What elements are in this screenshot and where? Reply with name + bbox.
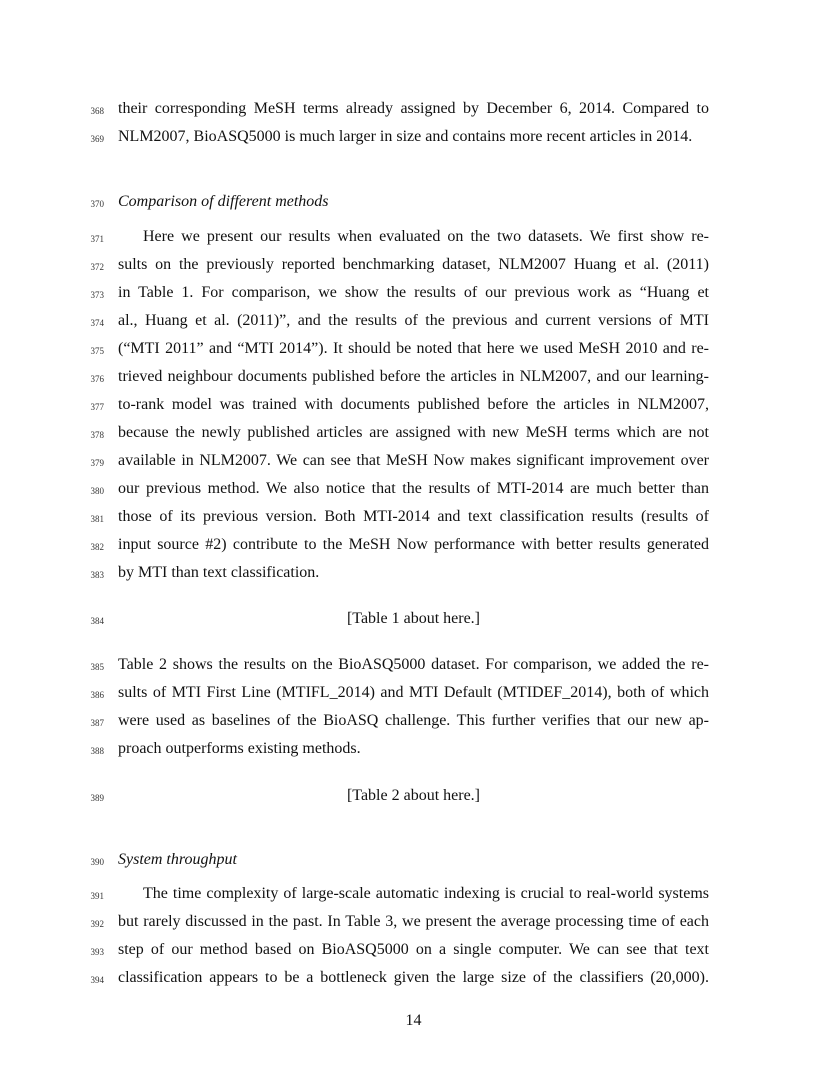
- line-number: 373: [90, 290, 104, 300]
- section-heading: System throughput: [118, 851, 237, 868]
- line-number: 383: [90, 570, 104, 580]
- line-text: Here we present our results when evaluated on the two datasets. We first show re-: [143, 228, 709, 245]
- line-number: 371: [90, 234, 104, 244]
- line-text: sults on the previously reported benchmarking dataset, NLM2007 Huang et al. (2011): [118, 256, 709, 273]
- text-line: [0, 655, 827, 683]
- line-text: step of our method based on BioASQ5000 on a single computer. We can see that text: [118, 941, 709, 958]
- line-text: our previous method. We also notice that the results of MTI-2014 are much better than: [118, 480, 709, 497]
- text-line: [0, 683, 827, 711]
- line-text: because the newly published articles are assigned with new MeSH terms which are not: [118, 424, 709, 441]
- line-text: (“MTI 2011” and “MTI 2014”). It should be noted that here we used MeSH 2010 and re-: [118, 340, 709, 357]
- page-number: 14: [405, 1012, 422, 1029]
- line-text: to-rank model was trained with documents published before the articles in NLM2007,: [118, 396, 709, 413]
- table-placeholder-line: [0, 786, 827, 814]
- line-number: 387: [90, 718, 104, 728]
- text-line: [0, 711, 827, 739]
- line-text: al., Huang et al. (2011)”, and the results of the previous and current versions of MTI: [118, 312, 709, 329]
- text-line: [0, 423, 827, 451]
- line-text: those of its previous version. Both MTI-2014 and text classification results (results of: [118, 508, 709, 525]
- line-text: their corresponding MeSH terms already assigned by December 6, 2014. Compared to: [118, 100, 709, 117]
- line-number: 376: [90, 374, 104, 384]
- text-line: [0, 255, 827, 283]
- line-number: 392: [90, 919, 104, 929]
- line-text: trieved neighbour documents published before the articles in NLM2007, and our learning-: [118, 368, 709, 385]
- text-line: [0, 339, 827, 367]
- text-line: [0, 507, 827, 535]
- line-number: 375: [90, 346, 104, 356]
- line-number: 370: [90, 199, 104, 209]
- line-number: 386: [90, 690, 104, 700]
- line-number: 377: [90, 402, 104, 412]
- line-number: 368: [90, 106, 104, 116]
- text-line: [0, 739, 827, 767]
- text-line: [0, 127, 827, 155]
- line-number: 372: [90, 262, 104, 272]
- text-line: [0, 367, 827, 395]
- line-text: in Table 1. For comparison, we show the results of our previous work as “Huang et: [118, 284, 709, 301]
- line-text: by MTI than text classification.: [118, 564, 320, 581]
- text-line: [0, 99, 827, 127]
- line-text: The time complexity of large-scale automatic indexing is crucial to real-world systems: [143, 885, 709, 902]
- line-text: sults of MTI First Line (MTIFL_2014) and MTI Default (MTIDEF_2014), both of which: [118, 684, 709, 701]
- text-line: [0, 884, 827, 912]
- line-text: were used as baselines of the BioASQ challenge. This further verifies that our new ap-: [118, 712, 709, 729]
- line-number: 393: [90, 947, 104, 957]
- text-line: [0, 451, 827, 479]
- text-line: [0, 912, 827, 940]
- line-number: 381: [90, 514, 104, 524]
- line-number: 369: [90, 134, 104, 144]
- line-number: 390: [90, 857, 104, 867]
- line-number: 379: [90, 458, 104, 468]
- section-heading: Comparison of different methods: [118, 193, 329, 210]
- line-number: 388: [90, 746, 104, 756]
- table-placeholder-line: [0, 609, 827, 637]
- section-heading-line: [0, 850, 827, 878]
- line-number: 378: [90, 430, 104, 440]
- line-number: 391: [90, 891, 104, 901]
- text-line: [0, 563, 827, 591]
- text-line: [0, 535, 827, 563]
- text-line: [0, 227, 827, 255]
- line-number: 384: [90, 616, 104, 626]
- line-text: NLM2007, BioASQ5000 is much larger in size and contains more recent articles in 2014.: [118, 128, 693, 145]
- text-line: [0, 968, 827, 996]
- line-text: Table 2 shows the results on the BioASQ5000 dataset. For comparison, we added the re-: [118, 656, 709, 673]
- text-line: [0, 940, 827, 968]
- text-line: [0, 395, 827, 423]
- table-placeholder: [Table 1 about here.]: [346, 610, 481, 627]
- line-number: 380: [90, 486, 104, 496]
- line-number: 385: [90, 662, 104, 672]
- line-number: 374: [90, 318, 104, 328]
- line-text: input source #2) contribute to the MeSH Now performance with better results generated: [118, 536, 709, 553]
- line-text: but rarely discussed in the past. In Table 3, we present the average processing time of each: [118, 913, 709, 930]
- text-line: [0, 311, 827, 339]
- line-number: 382: [90, 542, 104, 552]
- section-heading-line: [0, 192, 827, 220]
- text-line: [0, 479, 827, 507]
- text-line: [0, 283, 827, 311]
- line-number: 389: [90, 793, 104, 803]
- line-text: classification appears to be a bottleneck given the large size of the classifiers (20,000).: [118, 969, 709, 986]
- table-placeholder: [Table 2 about here.]: [346, 787, 481, 804]
- line-number: 394: [90, 975, 104, 985]
- line-text: proach outperforms existing methods.: [118, 740, 361, 757]
- line-text: available in NLM2007. We can see that MeSH Now makes significant improvement over: [118, 452, 709, 469]
